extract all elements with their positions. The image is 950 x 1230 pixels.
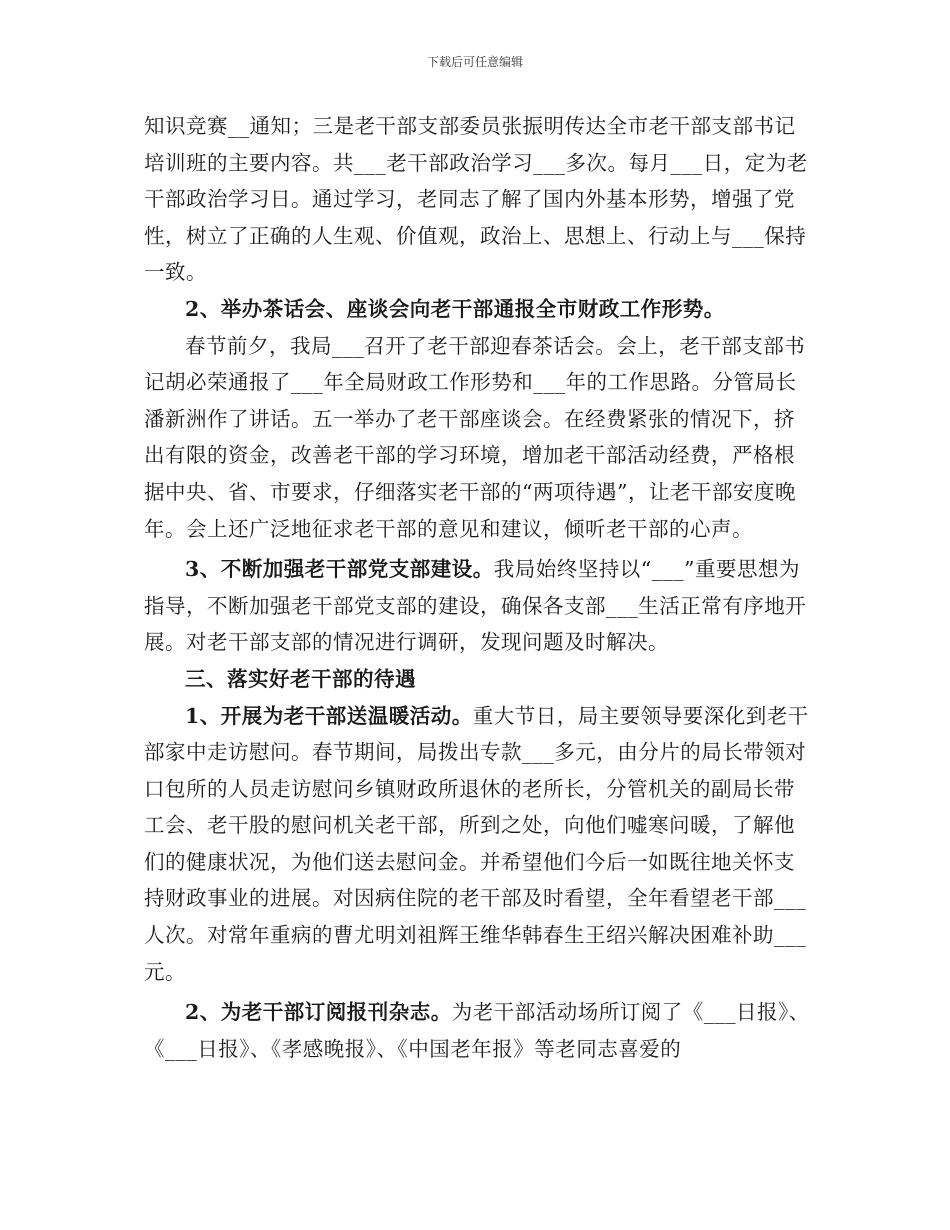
section-heading [144, 661, 811, 698]
paragraph-lead: 3、不断加强老干部党支部建设。 [185, 557, 494, 582]
subheading-text: 2、举办茶话会、座谈会向老干部通报全市财政工作形势。 [185, 296, 725, 321]
paragraph [144, 698, 811, 991]
paragraph-text: 为老干部活动场所订阅了《___日报》、《___日报》、《孝感晚报》、《中国老年报》等老同志喜爱的 [144, 1000, 810, 1061]
paragraph [144, 994, 811, 1067]
paragraph-lead: 1、开展为老干部送温暖活动。 [185, 703, 473, 728]
paragraph [144, 328, 811, 548]
paragraph-text: 知识竞赛__通知；三是老干部支部委员张振明传达全市老干部支部书记培训班的主要内容。共___老干部政治学习___多次。每月___日，定为老干部政治学习日。通过学习，老同志了解了国内外基本形势，增强了党性，树立了正确的人生观、价值观，政治上、思想上、行动上与___保持一致。 [144, 114, 808, 285]
paragraph [144, 551, 811, 661]
page-header: 下载后可任意编辑 [426, 55, 523, 69]
paragraph-text: 春节前夕，我局___召开了老干部迎春茶话会。会上，老干部支部书记胡必荣通报了___年全局财政工作形势和___年的工作思路。分管局长潘新洲作了讲话。五一举办了老干部座谈会。在经费紧张的情况下，挤出有限的资金，改善老干部的学习环境，增加老干部活动经费，严格根据中央、省、市要求，仔细落实老干部的“两项待遇”，让老干部安度晚年。会上还广泛地征求老干部的意见和建议，倾听老干部的心声。 [144, 333, 806, 541]
subheading [144, 291, 811, 328]
paragraph-text: 重大节日，局主要领导要深化到老干部家中走访慰问。春节期间，局拨出专款___多元，由分片的局长带领对口包所的人员走访慰问乡镇财政所退休的老所长，分管机关的副局长带工会、老干股的慰问机关老干部，所到之处，向他们嘘寒问暖，了解他们的健康状况，为他们送去慰问金。并希望他们今后一如既往地关怀支持财政事业的进展。对因病住院的老干部及时看望，全年看望老干部___人次。对常年重病的曹尤明刘祖辉王维华韩春生王绍兴解决困难补助___元。 [144, 703, 809, 984]
paragraph [144, 108, 811, 291]
section-heading-text: 三、落实好老干部的待遇 [185, 666, 416, 691]
document-body [144, 108, 811, 1067]
paragraph-text: 我局始终坚持以“___”重要思想为指导，不断加强老干部党支部的建设，确保各支部___生活正常有序地开展。对老干部支部的情况进行调研，发现问题及时解决。 [144, 557, 807, 655]
paragraph-lead: 2、为老干部订阅报刊杂志。 [185, 1000, 452, 1025]
